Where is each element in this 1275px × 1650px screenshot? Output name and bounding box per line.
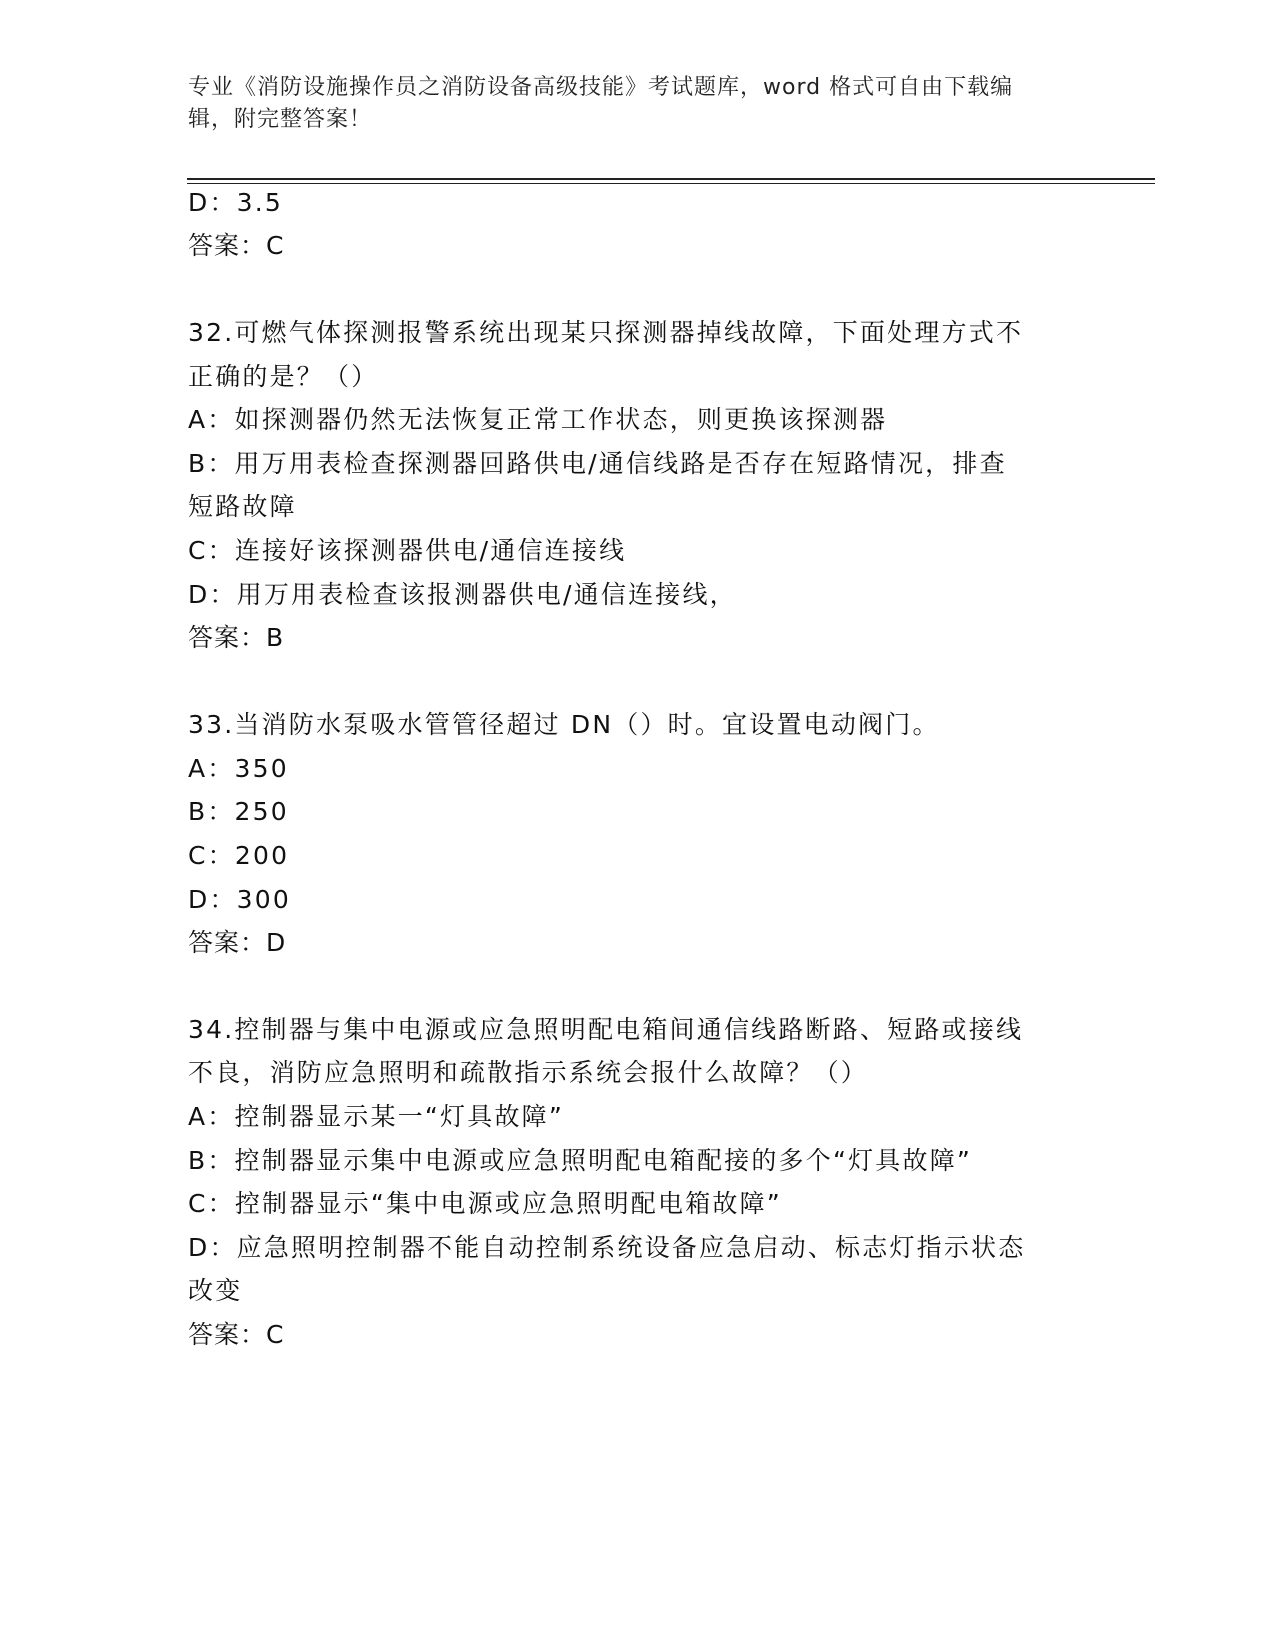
prev-answer: 答案：C — [188, 231, 285, 260]
q32-option-d: D：用万用表检查该报测器供电/通信连接线， — [188, 580, 737, 609]
q33-stem: 33.当消防水泵吸水管管径超过 DN（）时。宜设置电动阀门。 — [188, 710, 940, 739]
header-divider-thin — [187, 183, 1155, 184]
q32-answer: 答案：B — [188, 623, 285, 652]
q32-option-c: C：连接好该探测器供电/通信连接线 — [188, 536, 627, 565]
q34-option-c: C：控制器显示“集中电源或应急照明配电箱故障” — [188, 1189, 782, 1218]
header-line-2: 辑，附完整答案！ — [188, 107, 373, 132]
q33-option-a: A：350 — [188, 754, 289, 783]
q34-option-d-line-1: D：应急照明控制器不能自动控制系统设备应急启动、标志灯指示状态 — [188, 1233, 1026, 1262]
q33-option-b: B：250 — [188, 797, 289, 826]
q34-answer: 答案：C — [188, 1320, 285, 1349]
q32-stem-line-2: 正确的是？（） — [188, 362, 379, 391]
q34-stem-line-1: 34.控制器与集中电源或应急照明配电箱间通信线路断路、短路或接线 — [188, 1015, 1024, 1044]
header-line-1: 专业《消防设施操作员之消防设备高级技能》考试题库，word 格式可自由下载编 — [188, 75, 1014, 100]
q32-option-b-line-1: B：用万用表检查探测器回路供电/通信线路是否存在短路情况，排查 — [188, 449, 1007, 478]
header-divider-thick — [187, 178, 1155, 180]
q33-answer: 答案：D — [188, 928, 287, 957]
q34-option-b: B：控制器显示集中电源或应急照明配电箱配接的多个“灯具故障” — [188, 1146, 973, 1175]
q32-option-a: A：如探测器仍然无法恢复正常工作状态，则更换该探测器 — [188, 405, 888, 434]
q32-option-b-line-2: 短路故障 — [188, 492, 297, 521]
q33-option-d: D：300 — [188, 885, 291, 914]
q34-stem-line-2: 不良，消防应急照明和疏散指示系统会报什么故障？（） — [188, 1058, 869, 1087]
document-header — [188, 72, 1088, 136]
q34-option-a: A：控制器显示某一“灯具故障” — [188, 1102, 565, 1131]
prev-option-d: D：3.5 — [188, 188, 284, 217]
q33-option-c: C：200 — [188, 841, 290, 870]
q34-option-d-line-2: 改变 — [188, 1276, 243, 1305]
q32-stem-line-1: 32.可燃气体探测报警系统出现某只探测器掉线故障，下面处理方式不 — [188, 318, 1024, 347]
